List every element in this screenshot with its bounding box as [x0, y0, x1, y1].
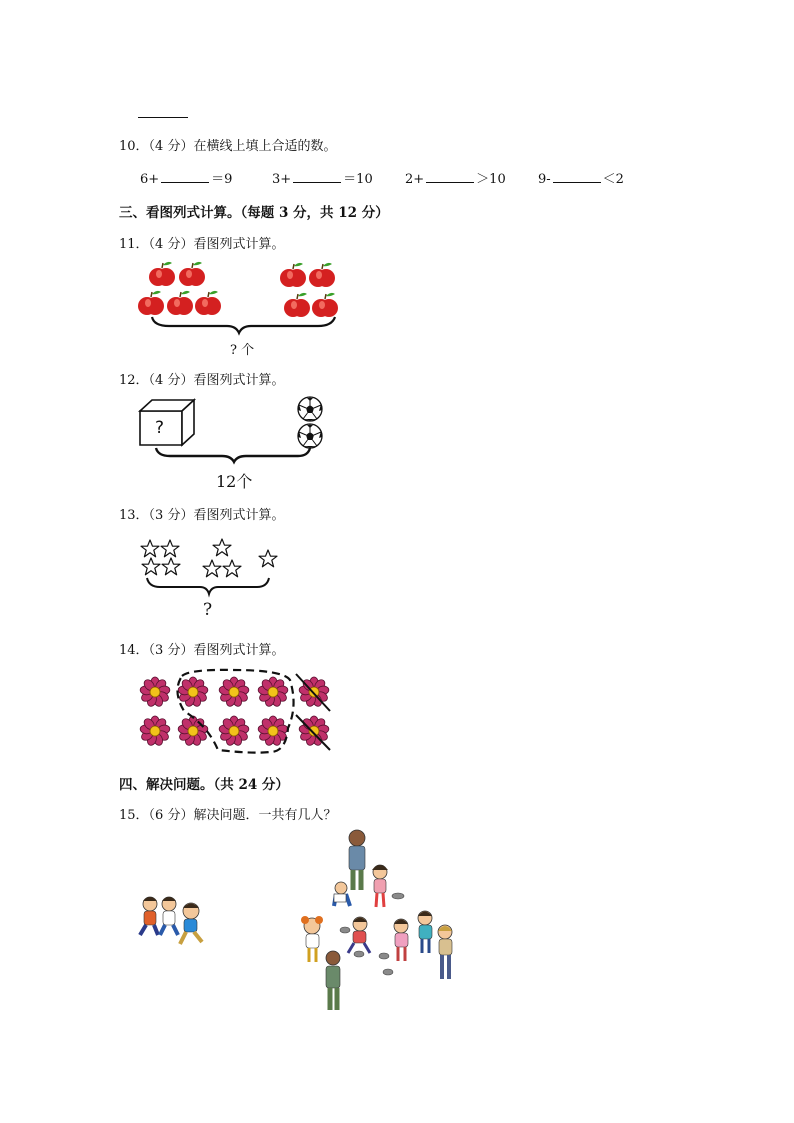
q10-item-3 — [405, 168, 506, 187]
apple-icon — [138, 291, 164, 315]
q10-item-3-left: 2+ — [405, 172, 425, 187]
q10-item-2 — [272, 168, 373, 187]
child-figure — [180, 903, 202, 944]
q12-brace — [156, 448, 310, 462]
star-icon — [213, 539, 231, 556]
flower-icon — [218, 716, 249, 747]
soccer-ball-icon — [298, 397, 322, 421]
apple-icon — [284, 293, 310, 317]
q11-label: ? 个 — [230, 343, 255, 358]
q10-blank-2[interactable] — [293, 171, 341, 183]
q10-prompt: 10．（4 分）在横线上填上合适的数。 — [119, 139, 337, 154]
q11-brace — [152, 317, 335, 333]
flower-icon — [177, 677, 208, 708]
star-icon — [203, 560, 221, 577]
star-icon — [223, 560, 241, 577]
q12-box-label: ? — [155, 418, 165, 438]
child-figure — [301, 916, 323, 962]
apple-icon — [312, 293, 338, 317]
flower-icon — [257, 677, 288, 708]
child-figure — [334, 882, 350, 906]
q10-blank-4[interactable] — [553, 171, 601, 183]
q13-brace — [147, 578, 269, 594]
q10-item-4-left: 9- — [538, 172, 551, 187]
q14-flower-figure — [138, 666, 338, 758]
mystery-box-icon — [140, 400, 194, 445]
q14-prompt: 14．（3 分）看图列式计算。 — [119, 643, 285, 658]
child-figure — [140, 897, 158, 935]
q10-item-1 — [140, 168, 232, 187]
apple-icon — [195, 291, 221, 315]
q13-prompt: 13．（3 分）看图列式计算。 — [119, 508, 285, 523]
q11-prompt: 11．（4 分）看图列式计算。 — [119, 237, 285, 252]
q12-figure — [138, 394, 328, 464]
q12-prompt: 12．（4 分）看图列式计算。 — [119, 373, 285, 388]
star-icon — [259, 550, 277, 567]
child-figure — [438, 925, 452, 979]
q10-item-1-right: ＝9 — [211, 172, 233, 187]
star-icon — [162, 558, 180, 575]
flower-icon — [139, 677, 170, 708]
q10-item-1-left: 6+ — [140, 172, 160, 187]
apple-icon — [149, 262, 175, 286]
star-icon — [141, 540, 159, 557]
q10-item-2-right: ＝10 — [343, 172, 373, 187]
q13-label: ? — [203, 600, 213, 620]
apple-icon — [179, 262, 205, 286]
q10-item-4 — [538, 168, 624, 187]
flower-icon — [298, 716, 329, 747]
child-figure — [326, 951, 340, 1010]
running-boys-illustration — [136, 892, 211, 952]
q13-star-figure — [138, 534, 288, 624]
q10-blank-1[interactable] — [161, 171, 209, 183]
child-figure — [418, 911, 432, 953]
q15-prompt: 15．（6 分）解决问题．一共有几人？ — [119, 808, 337, 823]
flower-icon — [139, 716, 170, 747]
star-icon — [161, 540, 179, 557]
soccer-ball-icon — [298, 424, 322, 448]
child-figure — [349, 830, 365, 890]
child-figure — [372, 865, 388, 907]
playing-children-illustration — [298, 828, 470, 1014]
apple-icon — [167, 291, 193, 315]
apple-icon — [309, 263, 335, 287]
star-icon — [142, 558, 160, 575]
child-figure — [348, 917, 370, 953]
q10-item-4-right: ＜2 — [602, 172, 624, 187]
child-figure — [160, 897, 178, 935]
q10-item-3-right: ＞10 — [476, 172, 506, 187]
flower-icon — [218, 677, 249, 708]
section4-title: 四、解决问题。（共 24 分） — [119, 777, 289, 793]
flower-icon — [177, 716, 208, 747]
child-figure — [394, 919, 408, 961]
q10-blank-3[interactable] — [426, 171, 474, 183]
q12-label: 12个 — [216, 472, 253, 491]
apple-icon — [280, 263, 306, 287]
section3-title: 三、看图列式计算。（每题 3 分，共 12 分） — [119, 205, 389, 221]
top-answer-line — [138, 117, 188, 118]
q10-item-2-left: 3+ — [272, 172, 292, 187]
